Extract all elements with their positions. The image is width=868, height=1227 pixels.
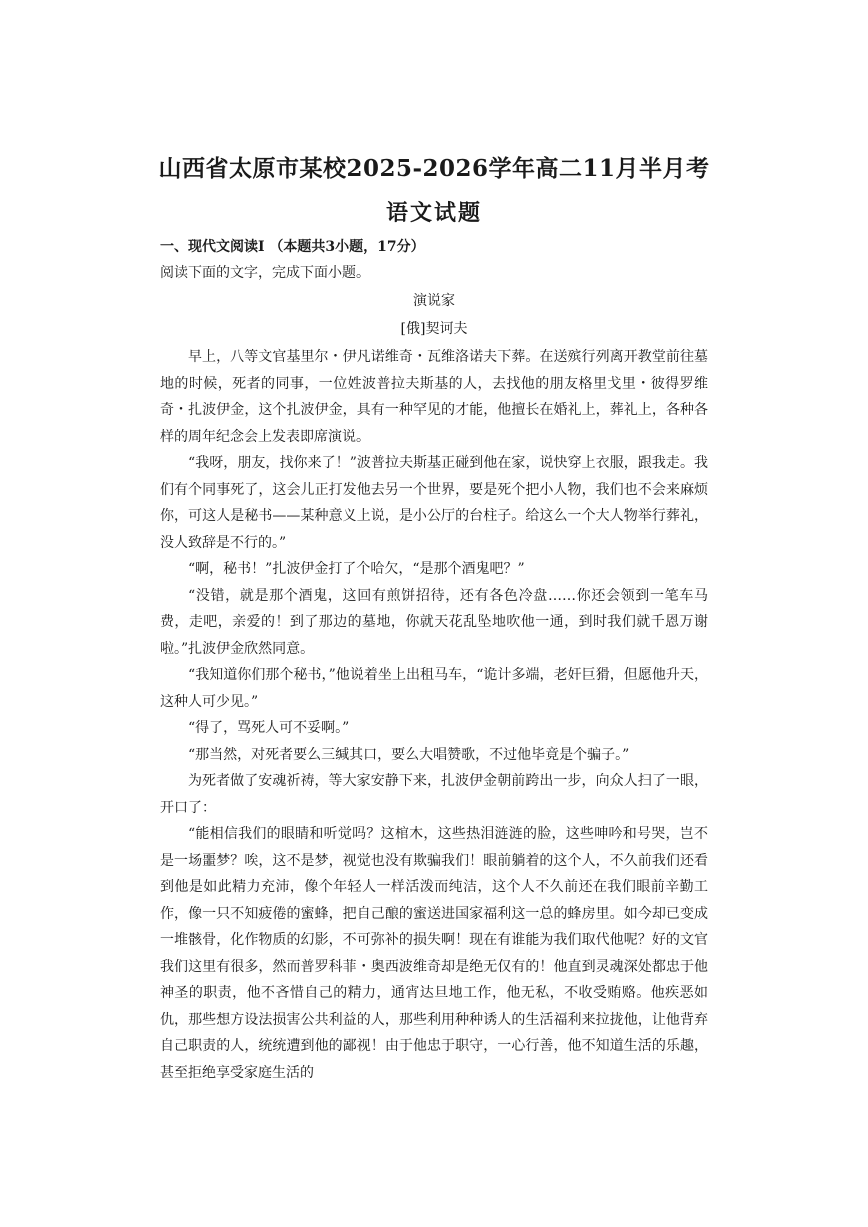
paragraph: “我知道你们那个秘书，”他说着坐上出租马车，“诡计多端，老奸巨猾，但愿他升天，这种人可少见。”	[160, 667, 708, 710]
section-heading: 一、现代文阅读Ⅰ （本题共3小题，17分）	[160, 239, 425, 255]
article-title: 演说家	[413, 293, 455, 309]
paragraph: 为死者做了安魂祈祷，等大家安静下来，扎波伊金朝前跨出一步，向众人扫了一眼，开口了：	[160, 773, 708, 816]
paragraph: “没错，就是那个酒鬼，这回有煎饼招待，还有各色冷盘……你还会领到一笔车马费，走吧，亲爱的！到了那边的墓地，你就天花乱坠地吹他一通，到时我们就千恩万谢啦。”扎波伊金欣然同意。	[160, 587, 708, 657]
paragraph: “得了，骂死人可不妥啊。”	[188, 720, 350, 736]
instruction-text: 阅读下面的文字，完成下面小题。	[160, 265, 370, 281]
paragraph: “啊，秘书！”扎波伊金打了个哈欠，“是那个酒鬼吧？”	[188, 561, 525, 577]
paragraph: “那当然，对死者要么三缄其口，要么大唱赞歌，不过他毕竟是个骗子。”	[188, 746, 630, 763]
paragraph: “我呀，朋友，找你来了！”波普拉夫斯基正碰到他在家，说快穿上衣服，跟我走。我们有个同事死了，这会儿正打发他去另一个世界，要是死个把小人物，我们也不会来麻烦你，可这人是秘书——某种意义上说，是小公厅的台柱子。给这么一个大人物举行葬礼，没人致辞是不行的。”	[160, 455, 708, 551]
article-body	[160, 344, 708, 1086]
exam-title: 山西省太原市某校2025-2026学年高二11月半月考	[158, 155, 710, 182]
paragraph: 早上，八等文官基里尔・伊凡诺维奇・瓦维洛诺夫下葬。在送殡行列离开教堂前往墓地的时候，死者的同事，一位姓波普拉夫斯基的人，去找他的朋友格里戈里・彼得罗维奇・扎波伊金，这个扎波伊金，具有一种罕见的才能，他擅长在婚礼上，葬礼上，各种各样的周年纪念会上发表即席演说。	[160, 349, 708, 445]
exam-subtitle: 语文试题	[385, 200, 482, 226]
article-author: [俄]契诃夫	[400, 321, 468, 337]
paragraph: “能相信我们的眼睛和听觉吗？这棺木，这些热泪涟涟的脸，这些呻吟和号哭，岂不是一场噩梦？唉，这不是梦，视觉也没有欺骗我们！眼前躺着的这个人，不久前我们还看到他是如此精力充沛，像个年轻人一样活泼而纯洁，这个人不久前还在我们眼前辛勤工作，像一只不知疲倦的蜜蜂，把自己酿的蜜送进国家福利这一总的蜂房里。如今却已变成一堆骸骨，化作物质的幻影，不可弥补的损失啊！现在有谁能为我们取代他呢？好的文官我们这里有很多，然而普罗科菲・奥西波维奇却是绝无仅有的！他直到灵魂深处都忠于他神圣的职责，他不吝惜自己的精力，通宵达旦地工作，他无私，不收受贿赂。他疾恶如仇，那些想方设法损害公共利益的人，那些利用种种诱人的生活福利来拉拢他，让他背弃自己职责的人，统统遭到他的鄙视！由于他忠于职守，一心行善，他不知道生活的乐趣，甚至拒绝享受家庭生活的	[160, 826, 708, 1081]
